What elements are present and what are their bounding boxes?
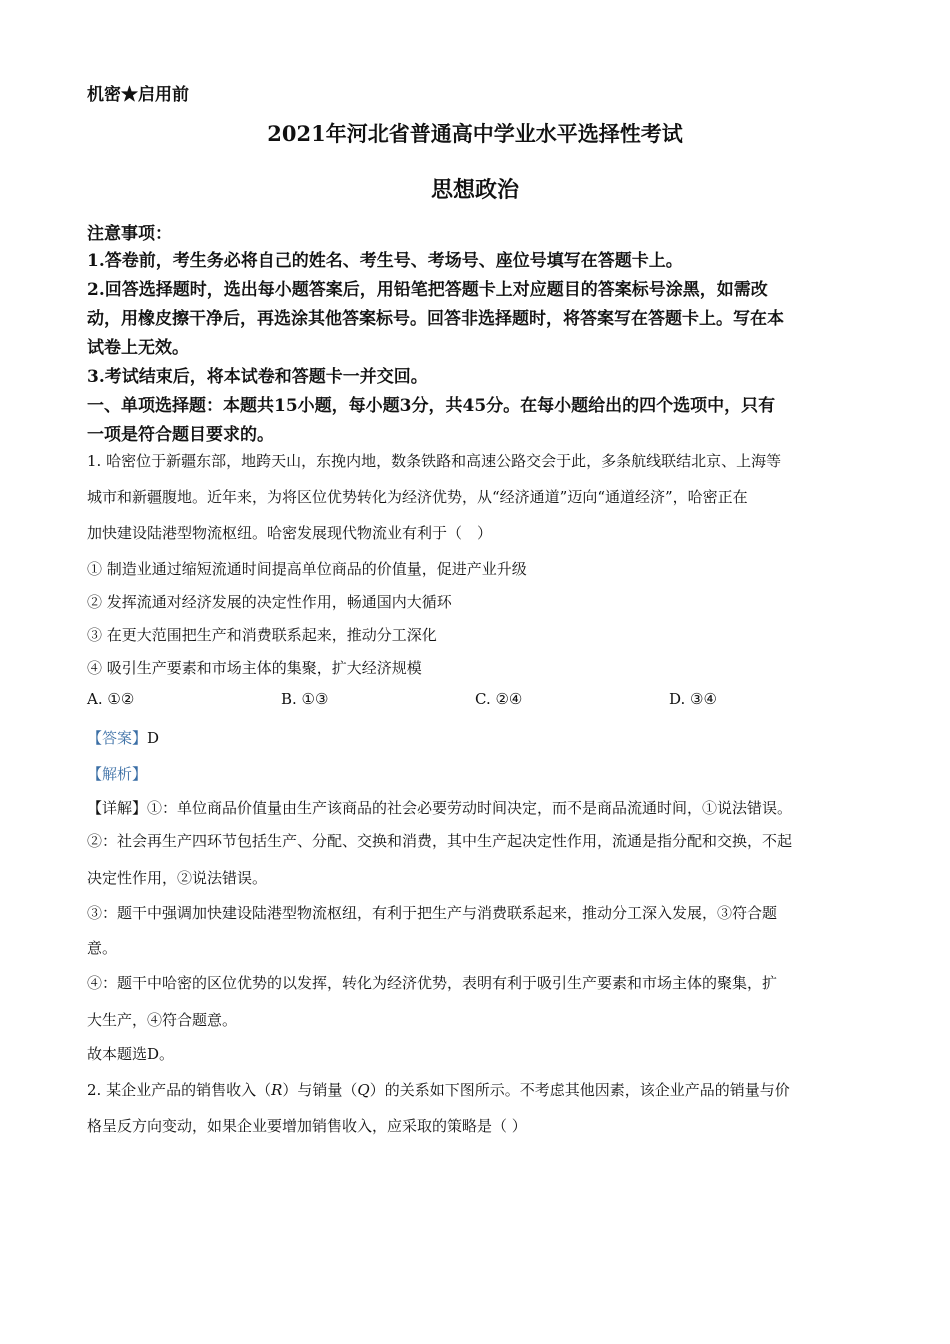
q1-option-b: B. ①③ xyxy=(281,690,329,708)
q2-text-b: ）与销量（ xyxy=(282,1081,358,1099)
subject-title: 思想政治 xyxy=(430,177,519,203)
notice-item-2-line-2: 动，用橡皮擦干净后，再选涂其他答案标号。回答非选择题时，将答案写在答题卡上。写在本 xyxy=(87,309,784,329)
q1-statement-2: ② 发挥流通对经济发展的决定性作用，畅通国内大循环 xyxy=(87,593,452,611)
q2-var-q: Q xyxy=(357,1081,370,1099)
q1-detail-2-line-2: 决定性作用，②说法错误。 xyxy=(87,869,268,887)
q2-stem-line-1 xyxy=(87,1079,790,1100)
section-heading-line-2: 一项是符合题目要求的。 xyxy=(87,425,274,445)
detail-1-text: ①：单位商品价值量由生产该商品的社会必要劳动时间决定，而不是商品流通时间，①说法错误。 xyxy=(147,799,793,817)
section-heading-line-1: 一、单项选择题：本题共15小题，每小题3分，共45分。在每小题给出的四个选项中，只有 xyxy=(87,396,776,416)
q2-text-c: ）的关系如下图所示。不考虑其他因素，该企业产品的销量与价 xyxy=(369,1081,790,1099)
q1-detail-1 xyxy=(87,797,792,818)
q1-detail-3-line-1: ③：题干中强调加快建设陆港型物流枢纽，有利于把生产与消费联系起来，推动分工深入发展，③符合题 xyxy=(87,904,778,922)
q1-detail-3-line-2: 意。 xyxy=(87,939,118,957)
notice-item-3: 3.考试结束后，将本试卷和答题卡一并交回。 xyxy=(87,367,428,387)
q1-answer xyxy=(87,727,159,748)
answer-value: D xyxy=(147,729,160,747)
exam-title: 2021年河北省普通高中学业水平选择性考试 xyxy=(267,121,683,146)
q1-option-c: C. ②④ xyxy=(475,690,523,708)
q1-option-a: A. ①② xyxy=(87,690,135,708)
q1-stem-line-1: 1. 哈密位于新疆东部，地跨天山，东挽内地，数条铁路和高速公路交会于此，多条航线联结北京、上海等 xyxy=(87,452,782,470)
q1-detail-4-line-1: ④：题干中哈密的区位优势的以发挥，转化为经济优势，表明有利于吸引生产要素和市场主体的聚集，扩 xyxy=(87,974,778,992)
notice-heading: 注意事项： xyxy=(87,224,172,244)
q2-stem-line-2: 格呈反方向变动，如果企业要增加销售收入，应采取的策略是（ ） xyxy=(87,1117,527,1135)
q1-option-d: D. ③④ xyxy=(669,690,717,708)
q1-conclusion: 故本题选D。 xyxy=(87,1045,175,1063)
answer-tag: 【答案】 xyxy=(87,729,148,747)
q1-detail-4-line-2: 大生产，④符合题意。 xyxy=(87,1011,238,1029)
notice-item-2-line-1: 2.回答选择题时，选出每小题答案后，用铅笔把答题卡上对应题目的答案标号涂黑，如需改 xyxy=(87,280,768,300)
notice-item-2-line-3: 试卷上无效。 xyxy=(87,338,189,358)
detail-tag: 【详解】 xyxy=(87,799,148,817)
confidential-label: 机密★启用前 xyxy=(87,85,189,105)
q1-stem-line-2: 城市和新疆腹地。近年来，为将区位优势转化为经济优势，从“经济通道”迈向“通道经济”，哈密正在 xyxy=(87,488,748,506)
q2-var-r: R xyxy=(271,1081,283,1099)
q1-statement-4: ④ 吸引生产要素和市场主体的集聚，扩大经济规模 xyxy=(87,659,422,677)
analysis-tag: 【解析】 xyxy=(87,765,148,783)
q1-statement-3: ③ 在更大范围把生产和消费联系起来，推动分工深化 xyxy=(87,626,437,644)
q2-text-a: 2. 某企业产品的销售收入（ xyxy=(87,1081,272,1099)
q1-stem-line-3: 加快建设陆港型物流枢纽。哈密发展现代物流业有利于（ ） xyxy=(87,524,493,542)
notice-item-1: 1.答卷前，考生务必将自己的姓名、考生号、考场号、座位号填写在答题卡上。 xyxy=(87,251,683,271)
q1-statement-1: ① 制造业通过缩短流通时间提高单位商品的价值量，促进产业升级 xyxy=(87,560,527,578)
q1-detail-2-line-1: ②：社会再生产四环节包括生产、分配、交换和消费，其中生产起决定性作用，流通是指分配和交换，不起 xyxy=(87,832,793,850)
